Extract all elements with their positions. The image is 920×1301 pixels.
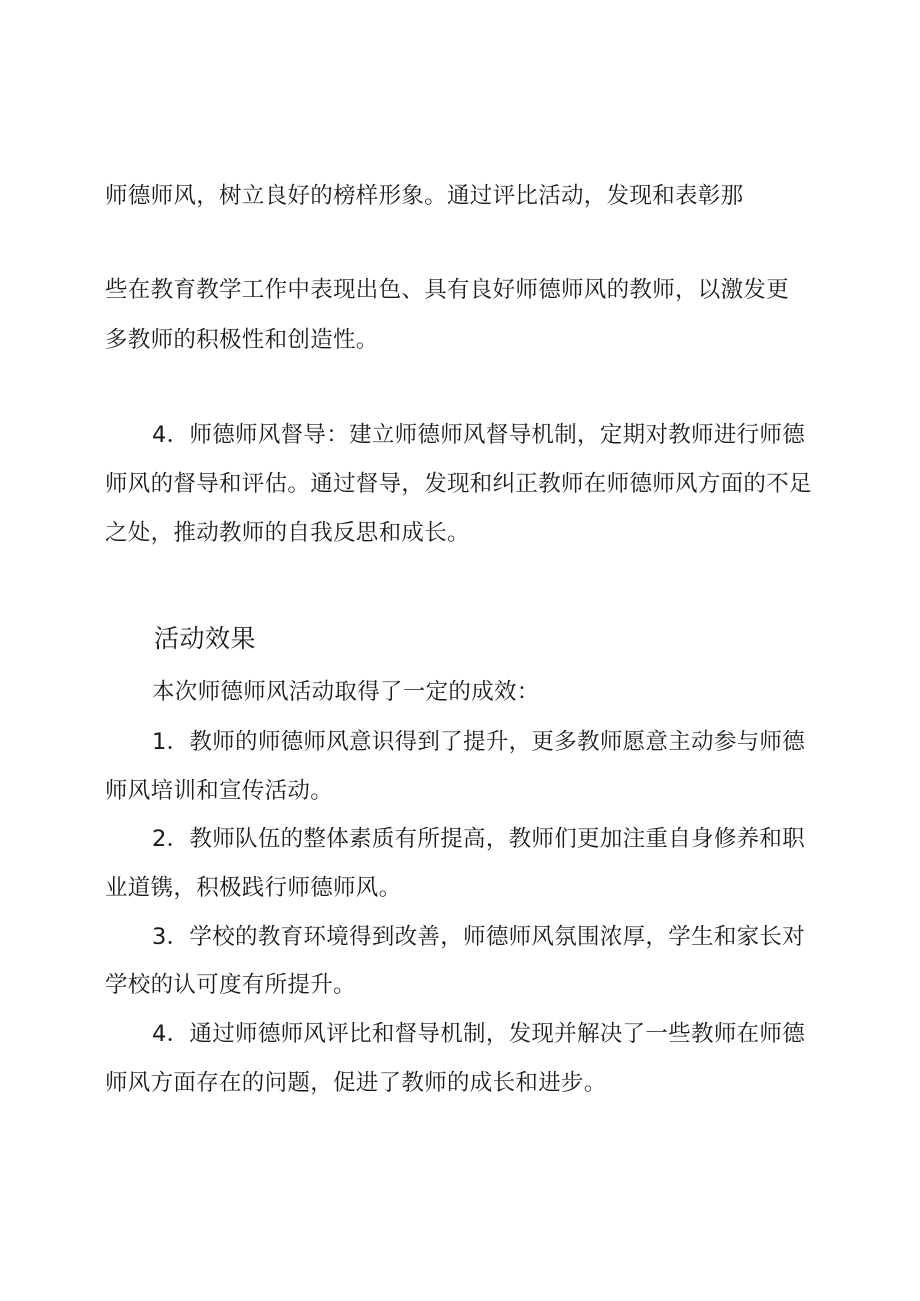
list-item-4-line: 师风的督导和评估。通过督导，发现和纠正教师在师德师风方面的不足 <box>105 471 812 497</box>
effect-item-4-line: 4．通过师德师风评比和督导机制，发现并解决了一些教师在师德 <box>152 1021 806 1047</box>
effect-item-3-line: 3．学校的教育环境得到改善，师德师风氛围浓厚，学生和家长对 <box>152 924 806 950</box>
paragraph-line: 多教师的积极性和创造性。 <box>105 327 379 353</box>
effects-intro: 本次师德师风活动取得了一定的成效： <box>152 679 540 705</box>
list-item-4-line: 之处，推动教师的自我反思和成长。 <box>105 520 470 546</box>
effect-item-2-line: 2．教师队伍的整体素质有所提高，教师们更加注重自身修养和职 <box>152 826 806 852</box>
paragraph-line: 些在教育教学工作中表现出色、具有良好师德师风的教师，以激发更 <box>105 277 790 303</box>
effect-item-4-line: 师风方面存在的问题，促进了教师的成长和进步。 <box>105 1070 607 1096</box>
effect-item-2-line: 业道镌，积极践行师德师风。 <box>105 875 402 901</box>
effect-item-3-line: 学校的认可度有所提升。 <box>105 972 356 998</box>
effect-item-1-line: 师风培训和宣传活动。 <box>105 778 334 804</box>
effect-item-1-line: 1．教师的师德师风意识得到了提升，更多教师愿意主动参与师德 <box>152 729 806 755</box>
list-item-4-line: 4．师德师风督导：建立师德师风督导机制，定期对教师进行师德 <box>152 422 806 448</box>
section-heading: 活动效果 <box>154 624 257 653</box>
paragraph-line: 师德师风，树立良好的榜样形象。通过评比活动，发现和表彰那 <box>105 183 744 209</box>
